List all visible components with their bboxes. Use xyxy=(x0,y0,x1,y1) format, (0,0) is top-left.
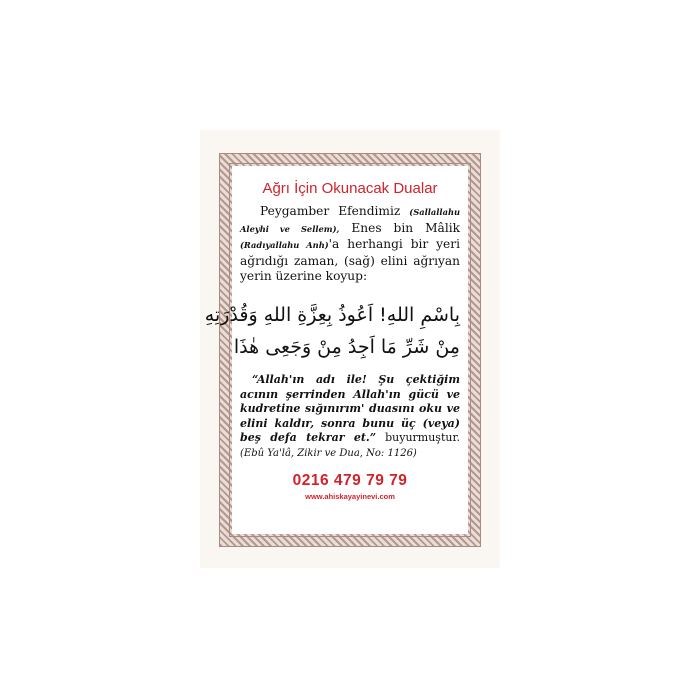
card-content xyxy=(204,172,461,528)
translation-paragraph xyxy=(240,373,460,462)
translation-tail: buyurmuştur. xyxy=(385,431,461,445)
intro-text-1: Peygamber Efendimiz xyxy=(260,204,401,218)
arabic-line-1: بِاسْمِ اللهِ! اَعُوذُ بِعِزَّةِ اللهِ وَقُدْرَتِهِ xyxy=(204,303,460,326)
arabic-line-2: مِنْ شَرِّ مَا اَجِدُ مِنْ وَجَعِى هٰذَا xyxy=(233,335,460,358)
website-url: www.ahiskayayinevi.com xyxy=(305,491,395,501)
source-reference: (Ebû Ya'lâ, Zikir ve Dua, No: 1126) xyxy=(240,447,417,459)
intro-text-3: 'a herhangi bir yeri ağrıdığı zaman, (sağ) elini ağrıyan yerin üzerine koyup: xyxy=(240,237,460,284)
phone-number: 0216 479 79 79 xyxy=(292,471,408,489)
intro-paragraph xyxy=(240,204,460,285)
card-title: Ağrı İçin Okunacak Dualar xyxy=(262,180,438,197)
arabic-prayer xyxy=(204,299,460,363)
ornamental-border xyxy=(204,154,480,546)
honorific-1: (Sallallahu Aleyhi ve Sellem), xyxy=(240,207,461,234)
translation-quote: “Allah'ın adı ile! Şu çektiğim acının şerrinden Allah'ın gücü ve kudretine sığınırım' duasını oku ve elini kaldır, sonra bunu üç (veya) beş defa tekrar et.” xyxy=(240,372,460,445)
prayer-card xyxy=(200,130,500,568)
intro-text-2: Enes bin Mâlik xyxy=(351,220,461,235)
honorific-2: (Radıyallahu Anh) xyxy=(240,240,329,251)
